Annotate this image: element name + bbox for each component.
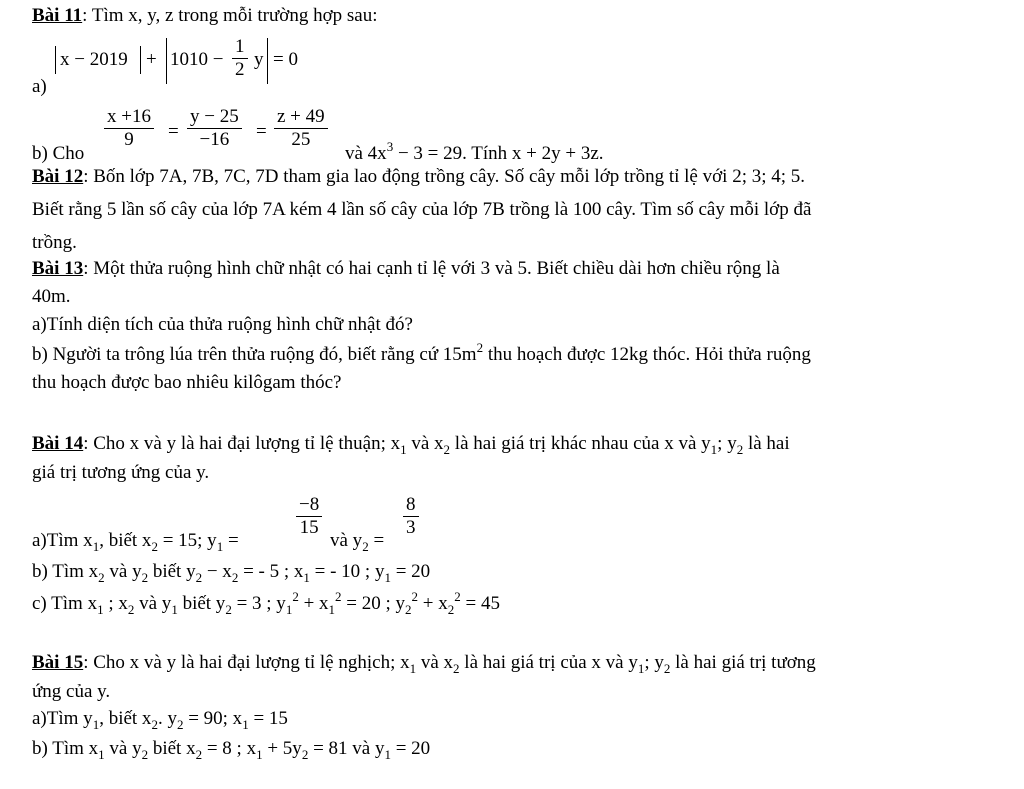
b14-b-s3: 2 bbox=[195, 570, 203, 585]
b15-a-s3: 2 bbox=[176, 717, 184, 732]
b14-b1: b) Tìm x bbox=[32, 561, 99, 582]
b14-c-s1: 1 bbox=[97, 602, 104, 617]
b14-t4: ; y bbox=[717, 433, 737, 454]
b14-c-e2: 2 bbox=[335, 589, 342, 604]
b12-text1: : Bốn lớp 7A, 7B, 7C, 7D tham gia lao động trồng cây. Số cây mỗi lớp trồng tỉ lệ với 2; 3; 4; 5. bbox=[83, 166, 806, 187]
b14-c8: + x bbox=[418, 593, 448, 614]
b14-c-s3: 1 bbox=[171, 602, 178, 617]
b15-a5: = 15 bbox=[248, 708, 288, 729]
b11-plus: + bbox=[146, 49, 157, 70]
b15-a-s2: 2 bbox=[151, 717, 158, 732]
b14-a6: = bbox=[368, 530, 385, 551]
b11-abs1-right-bar bbox=[140, 46, 141, 74]
b14-a2: , biết x bbox=[99, 530, 152, 551]
b14-c9: = 45 bbox=[460, 593, 500, 614]
b14-t2: và x bbox=[406, 433, 444, 454]
b13-line4 bbox=[32, 340, 811, 367]
b14-b4: − x bbox=[202, 561, 232, 582]
b14-c6: + x bbox=[298, 593, 329, 614]
b15-a2: , biết x bbox=[99, 708, 152, 729]
b11-abs2-left: 1010 − bbox=[170, 49, 224, 70]
b14-a-frac2-num: 8 bbox=[403, 494, 419, 517]
b14-c5: = 3 ; y bbox=[231, 593, 286, 614]
b11-abs2-right: y bbox=[254, 49, 264, 70]
b15-s2: 2 bbox=[453, 661, 460, 676]
b14-c-s6: 1 bbox=[328, 602, 336, 617]
b14-t1: : Cho x và y là hai đại lượng tỉ lệ thuận; x bbox=[83, 433, 401, 454]
b15-t5: là hai giá trị tương bbox=[670, 652, 816, 673]
b14-a-frac2-den: 3 bbox=[406, 517, 416, 538]
b11-b-va: và 4x bbox=[345, 143, 387, 164]
b14-b2: và y bbox=[104, 561, 142, 582]
b15-a4: = 90; x bbox=[183, 708, 243, 729]
b15-s3: 1 bbox=[637, 661, 645, 676]
b14-a-frac1 bbox=[296, 494, 322, 539]
b14-a3: = 15; y bbox=[157, 530, 217, 551]
b11-abs1-left-bar bbox=[55, 46, 56, 74]
b15-b-s2: 2 bbox=[141, 747, 149, 762]
b15-t3: là hai giá trị của x và y bbox=[459, 652, 638, 673]
b14-s1: 1 bbox=[400, 442, 407, 457]
b14-b7: = 20 bbox=[390, 561, 431, 582]
b11-intro: : Tìm x, y, z trong mỗi trường hợp sau: bbox=[82, 5, 378, 26]
b14-c-s7: 2 bbox=[405, 602, 412, 617]
b11-eq1: = bbox=[168, 121, 179, 142]
b13-text1: : Một thửa ruộng hình chữ nhật có hai cạnh tỉ lệ với 3 và 5. Biết chiều dài hơn chiều rộng là bbox=[83, 258, 780, 279]
b11-b-frac2-num: y − 25 bbox=[187, 106, 242, 129]
b11-abs1-content: x − 2019 bbox=[60, 49, 128, 70]
b14-a1: a)Tìm x bbox=[32, 530, 93, 551]
b11-b-frac2 bbox=[187, 106, 242, 151]
b14-s3: 1 bbox=[710, 442, 718, 457]
b14-c-e4: 2 bbox=[454, 589, 461, 604]
b15-t1: : Cho x và y là hai đại lượng tỉ lệ nghịch; x bbox=[83, 652, 410, 673]
b14-b-s6: 1 bbox=[384, 570, 391, 585]
b11-a-frac-num: 1 bbox=[232, 36, 248, 59]
b15-line2: ứng của y. bbox=[32, 681, 111, 702]
b15-b-s3: 2 bbox=[195, 747, 203, 762]
b14-c-s8: 2 bbox=[447, 602, 455, 617]
b14-c-s5: 1 bbox=[285, 602, 293, 617]
b11-b-frac1-num: x +16 bbox=[104, 106, 154, 129]
b14-b-s4: 2 bbox=[231, 570, 239, 585]
b14-c3: và y bbox=[134, 593, 172, 614]
b11-abs2-left-bar bbox=[166, 38, 167, 84]
b14-t3: là hai giá trị khác nhau của x và y bbox=[450, 433, 711, 454]
b14-a-line bbox=[32, 530, 239, 553]
b14-a-s1: 1 bbox=[92, 539, 100, 554]
b11-b-exp: 3 bbox=[386, 139, 394, 154]
b15-b6: = 81 và y bbox=[308, 738, 385, 759]
b15-a1: a)Tìm y bbox=[32, 708, 93, 729]
b12-line2: Biết rằng 5 lần số cây của lớp 7A kém 4 lần số cây của lớp 7B trồng là 100 cây. Tìm số cây mỗi lớp đã bbox=[32, 199, 812, 220]
b14-c1: c) Tìm x bbox=[32, 593, 98, 614]
b14-b5: = - 5 ; x bbox=[238, 561, 304, 582]
b15-line1 bbox=[32, 652, 816, 675]
b11-b-frac3-num: z + 49 bbox=[274, 106, 328, 129]
b13-title: Bài 13 bbox=[32, 258, 84, 279]
b15-t2: và x bbox=[416, 652, 454, 673]
b11-eq0: = 0 bbox=[273, 49, 298, 70]
b12-title: Bài 12 bbox=[32, 166, 84, 187]
b14-a5: và y bbox=[330, 530, 363, 551]
b13-exp: 2 bbox=[476, 340, 484, 355]
b15-a-line bbox=[32, 708, 288, 731]
b14-c-line bbox=[32, 589, 500, 617]
b15-s4: 2 bbox=[663, 661, 671, 676]
b11-title: Bài 11 bbox=[32, 5, 83, 26]
b14-a-frac2 bbox=[403, 494, 419, 539]
b15-t4: ; y bbox=[644, 652, 664, 673]
b13-line3: a)Tính diện tích của thửa ruộng hình chữ nhật đó? bbox=[32, 314, 413, 335]
b13-text4b: thu hoạch được 12kg thóc. Hỏi thửa ruộng bbox=[483, 344, 811, 365]
b14-c-e1: 2 bbox=[292, 589, 299, 604]
b13-text4a: b) Người ta trông lúa trên thửa ruộng đó, biết rằng cứ 15m bbox=[32, 344, 477, 365]
b15-b3: biết x bbox=[148, 738, 196, 759]
b14-b6: = - 10 ; y bbox=[309, 561, 385, 582]
b15-b-s1: 1 bbox=[98, 747, 105, 762]
b11-b-frac2-den: −16 bbox=[199, 129, 230, 150]
b14-a4: = bbox=[223, 530, 239, 551]
b14-c2: ; x bbox=[103, 593, 128, 614]
b13-line5: thu hoạch được bao nhiêu kilôgam thóc? bbox=[32, 372, 342, 393]
b14-title: Bài 14 bbox=[32, 433, 84, 454]
b11-b-frac3 bbox=[274, 106, 328, 151]
b14-a-s4: 2 bbox=[362, 539, 369, 554]
b14-b-s1: 2 bbox=[98, 570, 105, 585]
b11-b-frac1-den: 9 bbox=[124, 129, 134, 150]
b14-b-s5: 1 bbox=[303, 570, 310, 585]
b14-a-s2: 2 bbox=[151, 539, 158, 554]
b15-b-s6: 1 bbox=[384, 747, 391, 762]
b14-b-line bbox=[32, 561, 430, 584]
b11-a-fraction bbox=[232, 36, 248, 81]
b14-b3: biết y bbox=[148, 561, 196, 582]
b15-b1: b) Tìm x bbox=[32, 738, 99, 759]
b11-b-frac1 bbox=[104, 106, 154, 151]
b14-c-e3: 2 bbox=[411, 589, 419, 604]
b11-eq2: = bbox=[256, 121, 267, 142]
b14-t5: là hai bbox=[743, 433, 790, 454]
b15-a-s1: 1 bbox=[92, 717, 100, 732]
b11-b-rest: − 3 = 29. Tính x + 2y + 3z. bbox=[393, 143, 604, 164]
b15-title: Bài 15 bbox=[32, 652, 84, 673]
b14-a-frac1-num: −8 bbox=[296, 494, 322, 517]
b15-a3: . y bbox=[157, 708, 177, 729]
b14-line1 bbox=[32, 433, 790, 456]
b11-b-frac3-den: 25 bbox=[291, 129, 311, 150]
b14-c7: = 20 ; y bbox=[341, 593, 406, 614]
b14-c-s4: 2 bbox=[225, 602, 232, 617]
b11-a-frac-den: 2 bbox=[235, 59, 245, 80]
b11-b-label: b) Cho bbox=[32, 143, 85, 164]
b11-b-condition bbox=[345, 139, 604, 166]
b14-s2: 2 bbox=[443, 442, 451, 457]
b12-line3: trồng. bbox=[32, 232, 77, 253]
b14-c-s2: 2 bbox=[127, 602, 135, 617]
b15-b4: = 8 ; x bbox=[202, 738, 257, 759]
b14-s4: 2 bbox=[736, 442, 744, 457]
b14-line2: giá trị tương ứng của y. bbox=[32, 462, 210, 483]
b14-c4: biết y bbox=[177, 593, 226, 614]
b11-heading-line bbox=[32, 5, 377, 27]
b15-b-s4: 1 bbox=[256, 747, 263, 762]
b15-a-s4: 1 bbox=[242, 717, 249, 732]
b13-line1 bbox=[32, 258, 780, 280]
b15-b5: + 5y bbox=[262, 738, 302, 759]
b15-b-s5: 2 bbox=[301, 747, 309, 762]
b14-a-and bbox=[330, 530, 384, 553]
b13-line2: 40m. bbox=[32, 286, 71, 307]
b15-b-line bbox=[32, 738, 430, 761]
b12-line1 bbox=[32, 166, 805, 188]
b14-a-s3: 1 bbox=[216, 539, 224, 554]
b15-b2: và y bbox=[104, 738, 142, 759]
b14-b-s2: 2 bbox=[141, 570, 149, 585]
b15-b7: = 20 bbox=[390, 738, 431, 759]
b14-a-frac1-den: 15 bbox=[299, 517, 319, 538]
b11-abs2-right-bar bbox=[267, 38, 268, 84]
b15-s1: 1 bbox=[409, 661, 417, 676]
b11-a-label: a) bbox=[32, 76, 47, 97]
